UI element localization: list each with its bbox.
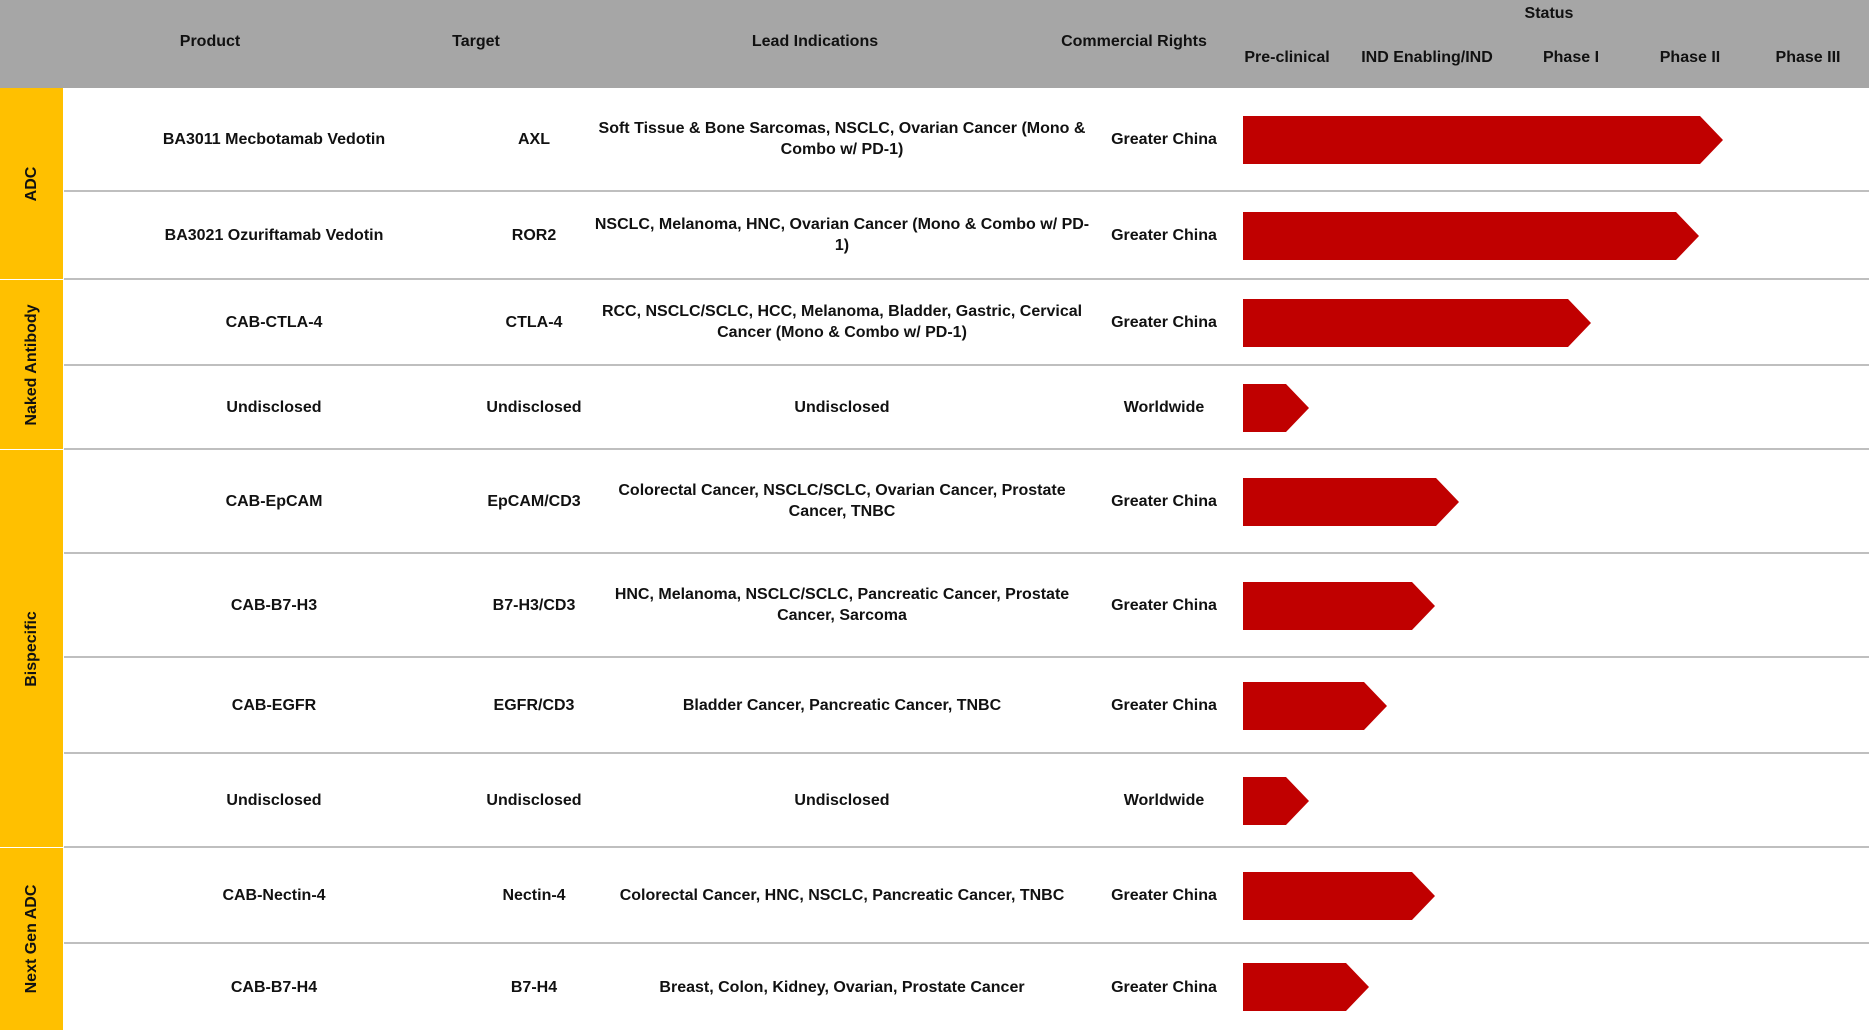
- target: Nectin-4: [502, 886, 566, 904]
- lead-indications: Breast, Colon, Kidney, Ovarian, Prostate Cancer: [659, 978, 1025, 996]
- table-row: [64, 450, 1869, 554]
- table-header: [0, 0, 1869, 88]
- header-phase-preclinical: Pre-clinical: [1244, 49, 1330, 66]
- commercial-rights: Greater China: [1111, 978, 1217, 996]
- product-name: Undisclosed: [226, 791, 322, 809]
- header-phase-ind: IND Enabling/IND: [1361, 49, 1493, 66]
- table-row: [64, 88, 1869, 192]
- header-target: Target: [452, 33, 500, 50]
- product-name: CAB-EGFR: [231, 696, 317, 714]
- product-name: BA3021 Ozuriftamab Vedotin: [164, 226, 384, 244]
- table-row: [64, 944, 1869, 1030]
- category-label: Next Gen ADC: [22, 884, 40, 994]
- header-lead-indications: Lead Indications: [751, 33, 879, 50]
- commercial-rights: Greater China: [1111, 886, 1217, 904]
- commercial-rights: Worldwide: [1123, 398, 1205, 416]
- target: Undisclosed: [486, 398, 582, 416]
- category-bispecific: [0, 450, 64, 847]
- lead-indications: HNC, Melanoma, NSCLC/SCLC, Pancreatic Cancer, Prostate Cancer, Sarcoma: [614, 586, 1070, 624]
- table-row: [64, 848, 1869, 944]
- category-naked-antibody: [0, 280, 64, 449]
- product-name: Undisclosed: [226, 398, 322, 416]
- category-label: Naked Antibody: [22, 303, 40, 426]
- header-product: Product: [179, 33, 241, 50]
- table-row: [64, 658, 1869, 754]
- commercial-rights: Greater China: [1111, 313, 1217, 331]
- target: AXL: [518, 130, 550, 148]
- table-row: [64, 192, 1869, 280]
- header-phase-3: Phase III: [1775, 49, 1841, 66]
- commercial-rights: Worldwide: [1123, 791, 1205, 809]
- header-commercial-rights: Commercial Rights: [1061, 33, 1207, 50]
- target: EpCAM/CD3: [487, 492, 581, 510]
- product-name: CAB-CTLA-4: [225, 313, 323, 331]
- commercial-rights: Greater China: [1111, 226, 1217, 244]
- commercial-rights: Greater China: [1111, 492, 1217, 510]
- header-phase-2: Phase II: [1659, 49, 1721, 66]
- lead-indications: Bladder Cancer, Pancreatic Cancer, TNBC: [682, 696, 1002, 714]
- table-row: [64, 280, 1869, 366]
- category-label: Bispecific: [22, 610, 40, 687]
- commercial-rights: Greater China: [1111, 696, 1217, 714]
- lead-indications: Colorectal Cancer, HNC, NSCLC, Pancreatic Cancer, TNBC: [619, 886, 1065, 904]
- commercial-rights: Greater China: [1111, 596, 1217, 614]
- target: CTLA-4: [505, 313, 563, 331]
- lead-indications: Undisclosed: [794, 398, 890, 416]
- commercial-rights: Greater China: [1111, 130, 1217, 148]
- category-adc: [0, 88, 64, 279]
- product-name: CAB-B7-H3: [230, 596, 318, 614]
- table-row: [64, 754, 1869, 848]
- lead-indications: Undisclosed: [794, 791, 890, 809]
- header-status: Status: [1524, 5, 1574, 22]
- product-name: CAB-B7-H4: [230, 978, 318, 996]
- product-name: CAB-Nectin-4: [222, 886, 326, 904]
- lead-indications: Colorectal Cancer, NSCLC/SCLC, Ovarian Cancer, Prostate Cancer, TNBC: [618, 482, 1066, 520]
- category-label: ADC: [22, 166, 40, 201]
- category-next-gen-adc: [0, 848, 64, 1030]
- target: EGFR/CD3: [493, 696, 575, 714]
- target: B7-H3/CD3: [492, 596, 576, 614]
- target: ROR2: [511, 226, 557, 244]
- target: Undisclosed: [486, 791, 582, 809]
- target: B7-H4: [510, 978, 558, 996]
- lead-indications: Soft Tissue & Bone Sarcomas, NSCLC, Ovarian Cancer (Mono & Combo w/ PD-1): [598, 120, 1086, 158]
- product-name: CAB-EpCAM: [225, 492, 323, 510]
- product-name: BA3011 Mecbotamab Vedotin: [162, 130, 386, 148]
- header-phase-1: Phase I: [1542, 49, 1600, 66]
- lead-indications: NSCLC, Melanoma, HNC, Ovarian Cancer (Mono & Combo w/ PD-1): [594, 216, 1090, 254]
- table-row: [64, 366, 1869, 450]
- lead-indications: RCC, NSCLC/SCLC, HCC, Melanoma, Bladder, Gastric, Cervical Cancer (Mono & Combo w/ PD-1): [601, 303, 1083, 341]
- table-row: [64, 554, 1869, 658]
